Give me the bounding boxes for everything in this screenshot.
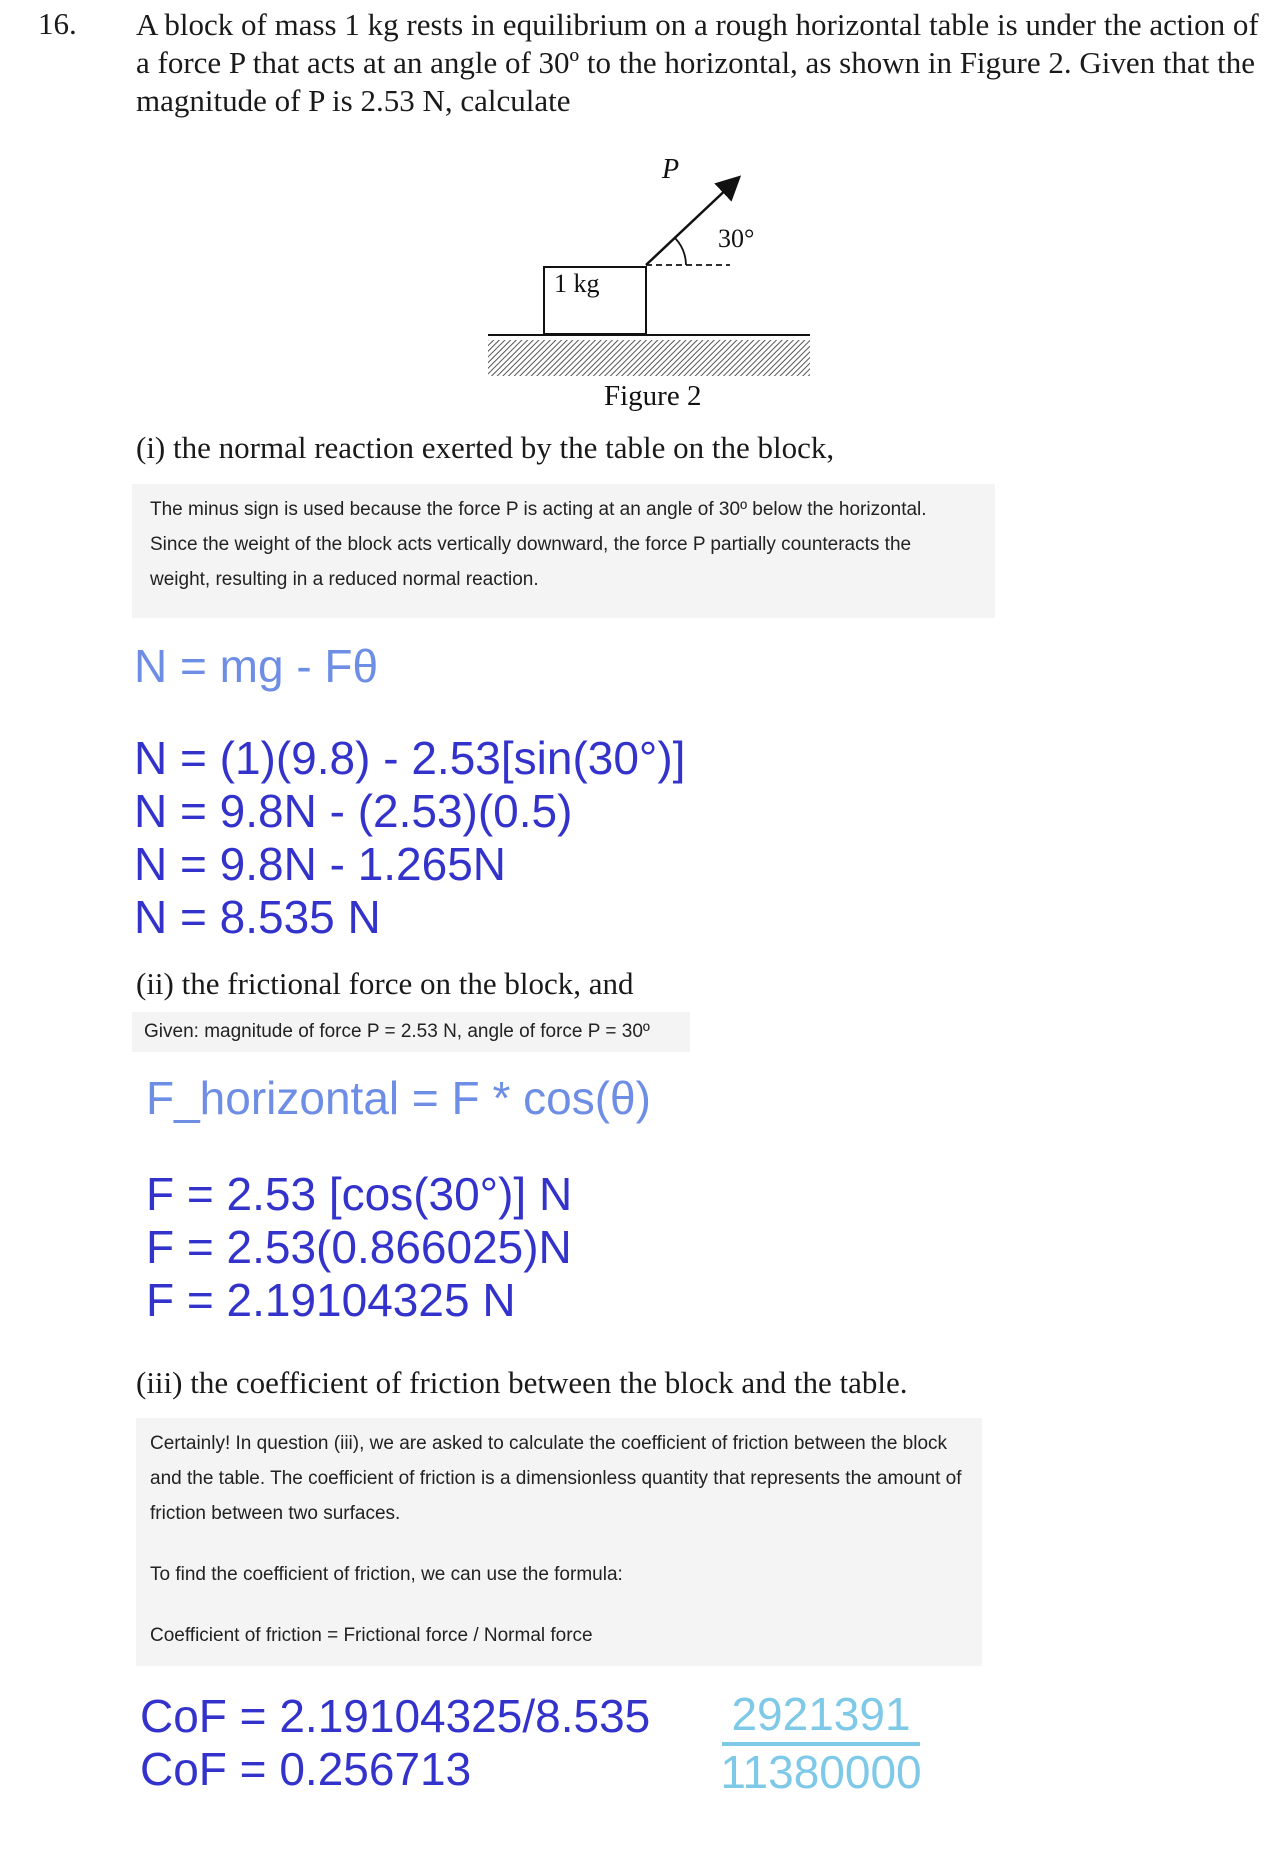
fraction-denominator: 11380000 bbox=[720, 1746, 922, 1798]
part1-formula: N = mg - Fθ bbox=[134, 640, 379, 692]
question-text: A block of mass 1 kg rests in equilibrium on a rough horizontal table is under the action of a force P that acts at an angle of 30º to the horizontal, as shown in Figure 2. Given that the magnitude of P is 2.53 N, calculate bbox=[136, 7, 1259, 118]
part1-step: N = 9.8N - (2.53)(0.5) bbox=[134, 785, 573, 837]
angle-label: 30° bbox=[718, 224, 755, 253]
part3-steps bbox=[140, 1690, 650, 1796]
part2-steps bbox=[146, 1168, 572, 1327]
part2-step: F = 2.53(0.866025)N bbox=[146, 1221, 572, 1273]
figure-caption: Figure 2 bbox=[604, 380, 702, 412]
part2-step: F = 2.53 [cos(30°)] N bbox=[146, 1168, 573, 1220]
part3-note-formula-intro: To find the coefficient of friction, we can use the formula: bbox=[150, 1564, 623, 1585]
part2-step: F = 2.19104325 N bbox=[146, 1274, 516, 1326]
part1-step: N = (1)(9.8) - 2.53[sin(30°)] bbox=[134, 732, 686, 784]
angle-arc bbox=[675, 238, 686, 265]
part1-note: The minus sign is used because the force P is acting at an angle of 30º below the horizontal. Since the weight of the block acts vertically downward, the force P partially counteracts the weight, resulting in a reduced normal reaction. bbox=[132, 484, 995, 618]
part1-step: N = 8.535 N bbox=[134, 891, 381, 943]
table-hatching bbox=[488, 340, 810, 376]
part1-prompt: (i) the normal reaction exerted by the table on the block, bbox=[136, 430, 835, 465]
block-label: 1 kg bbox=[554, 269, 600, 298]
part3-step: CoF = 0.256713 bbox=[140, 1743, 472, 1795]
part3-note-formula: Coefficient of friction = Frictional force / Normal force bbox=[150, 1625, 593, 1646]
part1-step: N = 9.8N - 1.265N bbox=[134, 838, 507, 890]
part2-note: Given: magnitude of force P = 2.53 N, angle of force P = 30º bbox=[132, 1012, 690, 1052]
part2-prompt: (ii) the frictional force on the block, and bbox=[136, 966, 634, 1001]
part1-steps bbox=[134, 732, 685, 944]
force-label: P bbox=[662, 154, 680, 185]
part3-prompt: (iii) the coefficient of friction between the block and the table. bbox=[136, 1365, 908, 1400]
part3-note bbox=[136, 1418, 982, 1666]
part3-step: CoF = 2.19104325/8.535 bbox=[140, 1690, 651, 1742]
question-number: 16. bbox=[38, 6, 77, 41]
part3-note-intro: Certainly! In question (iii), we are asked to calculate the coefficient of friction between the block and the table. The coefficient of friction is a dimensionless quantity that represents the amount of friction between two surfaces. bbox=[150, 1433, 962, 1524]
cof-fraction bbox=[718, 1688, 924, 1799]
figure-2 bbox=[470, 148, 830, 418]
part2-formula: F_horizontal = F * cos(θ) bbox=[146, 1072, 651, 1124]
fraction-numerator: 2921391 bbox=[731, 1688, 911, 1740]
